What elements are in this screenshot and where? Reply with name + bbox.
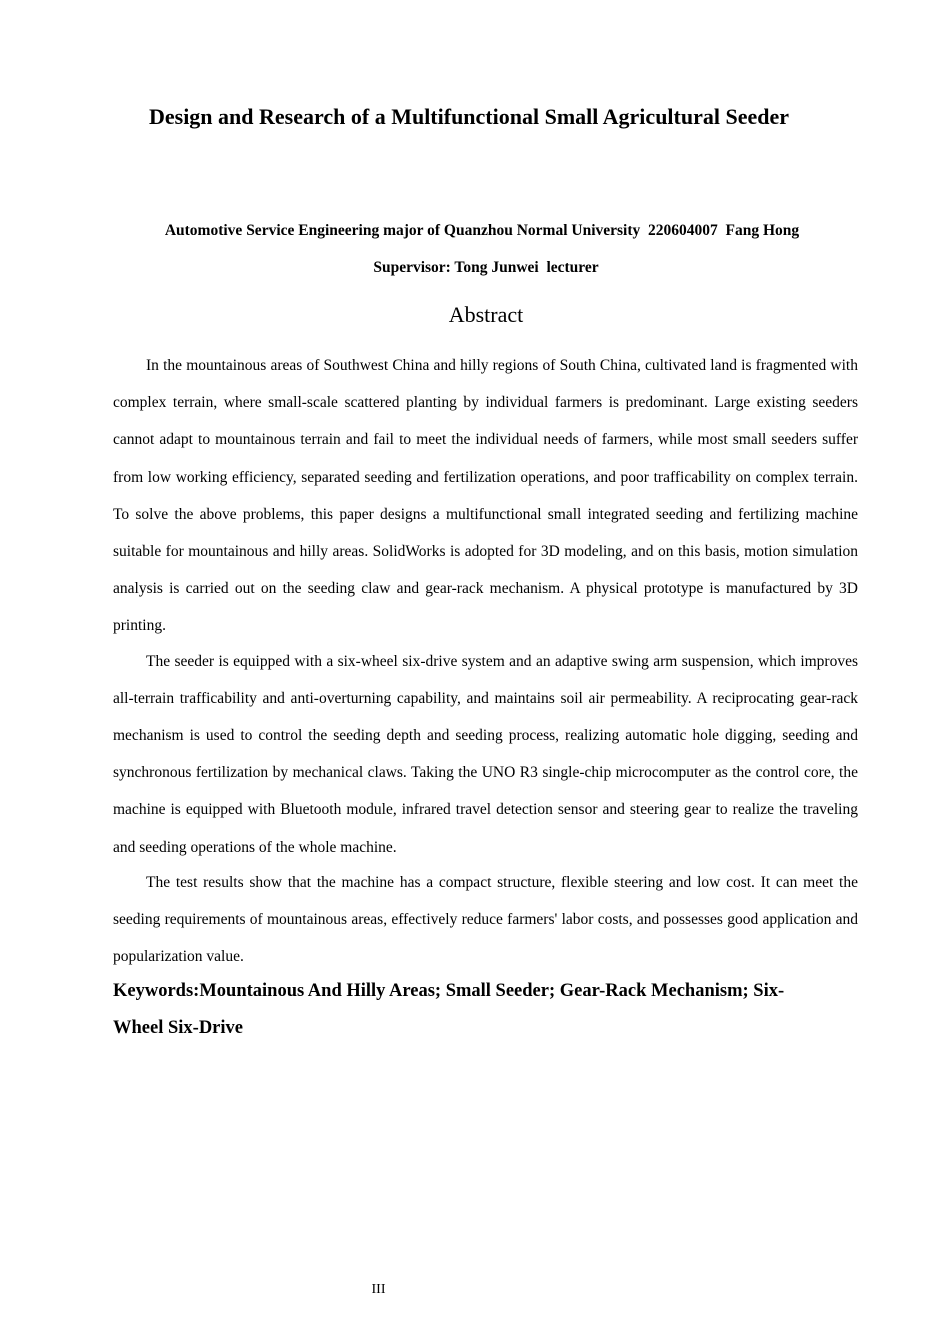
supervisor-line: Supervisor: Tong Junwei lecturer [373,259,599,276]
abstract-heading: Abstract [448,302,524,327]
abstract-body [113,347,858,1047]
paper-title: Design and Research of a Multifunctional Small Agricultural Seeder [148,104,790,129]
abstract-paragraph-3: The test results show that the machine has a compact structure, flexible steering and low cost. It can meet the seeding requirements of mountainous areas, effectively reduce farmers' labor costs, and possesses good application and popularization value. [113,873,858,966]
abstract-paragraph-1: In the mountainous areas of Southwest China and hilly regions of South China, cultivated land is fragmented with complex terrain, where small-scale scattered planting by individual farmers is predominant. Large existing seeders cannot adapt to mountainous terrain and fail to meet the individual needs of farmers, while most small seeders suffer from low working efficiency, separated seeding and fertilization operations, and poor trafficability on complex terrain. To solve the above problems, this paper designs a multifunctional small integrated seeding and fertilizing machine suitable for mountainous and hilly areas. SolidWorks is adopted for 3D modeling, and on this basis, motion simulation analysis is carried out on the seeding claw and gear-rack mechanism. A physical prototype is manufactured by 3D printing. [113,357,858,635]
abstract-paragraph-2: The seeder is equipped with a six-wheel six-drive system and an adaptive swing arm suspension, which improves all-terrain trafficability and anti-overturning capability, and maintains soil air permeability. A reciprocating gear-rack mechanism is used to control the seeding depth and seeding process, realizing automatic hole digging, seeding and synchronous fertilization by mechanical claws. Taking the UNO R3 single-chip microcomputer as the control core, the machine is equipped with Bluetooth module, infrared travel detection sensor and steering gear to realize the traveling and seeding operations of the whole machine. [113,652,858,856]
page-number: III [371,1282,386,1297]
keywords-line: Keywords:Mountainous And Hilly Areas; Small Seeder; Gear-Rack Mechanism; Six-Wheel Six-Drive [113,981,785,1039]
author-line: Automotive Service Engineering major of Quanzhou Normal University 220604007 Fang Hong [164,222,800,239]
